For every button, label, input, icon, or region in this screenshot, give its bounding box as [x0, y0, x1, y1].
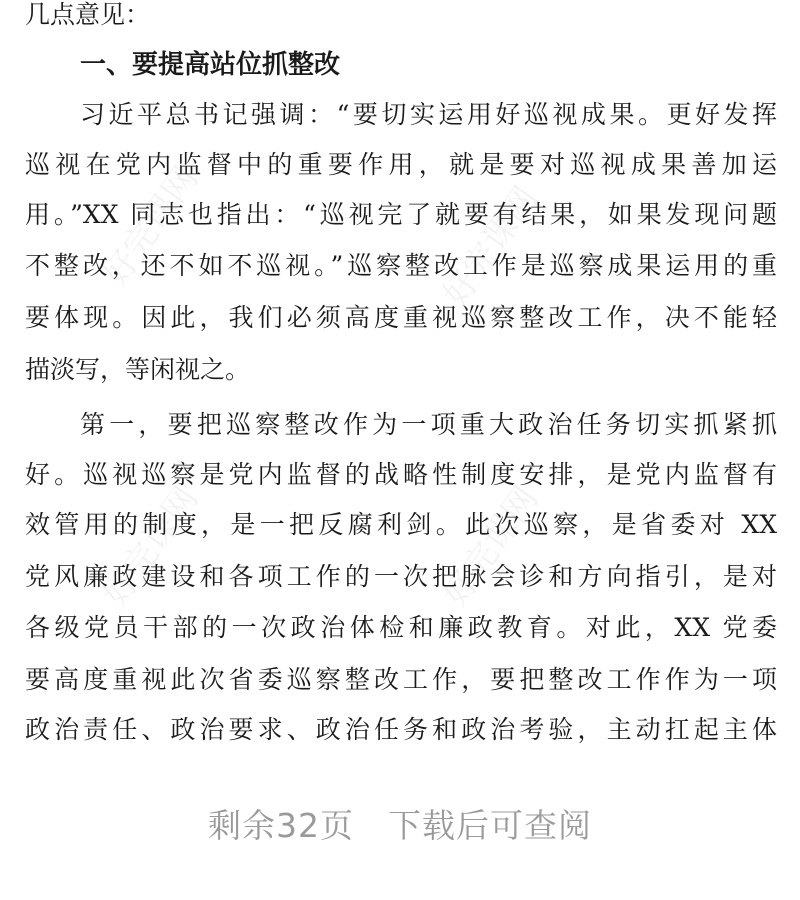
- text-line: 巡视在党内监督中的重要作用，就是要对巡视成果善加运: [25, 150, 777, 179]
- text-line: 效管用的制度，是一把反腐利剑。此次巡察，是省委对 XX: [25, 510, 777, 539]
- text-line: 用。”XX 同志也指出：“巡视完了就要有结果，如果发现问题: [25, 200, 777, 229]
- text-line: 政治责任、政治要求、政治任务和政治考验，主动扛起主体: [25, 715, 777, 744]
- watermark-text: 好完课网: [95, 479, 207, 614]
- text-line: 描淡写，等闲视之。: [25, 355, 251, 384]
- text-line: 不整改，还不如不巡视。”巡察整改工作是巡察成果运用的重: [25, 251, 777, 280]
- text-line: 好。巡视巡察是党内监督的战略性制度安排，是党内监督有: [25, 460, 777, 489]
- text-line: 党风廉政建设和各项工作的一次把脉会诊和方向指引，是对: [25, 562, 777, 591]
- section-heading: 一、要提高站位抓整改: [80, 50, 341, 80]
- text-line: 要体现。因此，我们必须高度重视巡察整改工作，决不能轻: [25, 303, 777, 332]
- watermark-text: 好完课网: [435, 179, 547, 314]
- text-line: 第一，要把巡察整改作为一项重大政治任务切实抓紧抓: [80, 410, 777, 439]
- watermark-text: 好完课网: [95, 159, 207, 294]
- text-line: 习近平总书记强调：“要切实运用好巡视成果。更好发挥: [80, 100, 777, 129]
- text-line: 要高度重视此次省委巡察整改工作，要把整改工作作为一项: [25, 665, 777, 694]
- watermark-text: 好完课网: [435, 479, 547, 614]
- remaining-pages-notice: 剩余32页 下载后可查阅: [208, 806, 592, 845]
- text-line: 几点意见：: [25, 0, 151, 29]
- text-line: 各级党员干部的一次政治体检和廉政教育。对此，XX 党委: [25, 613, 777, 642]
